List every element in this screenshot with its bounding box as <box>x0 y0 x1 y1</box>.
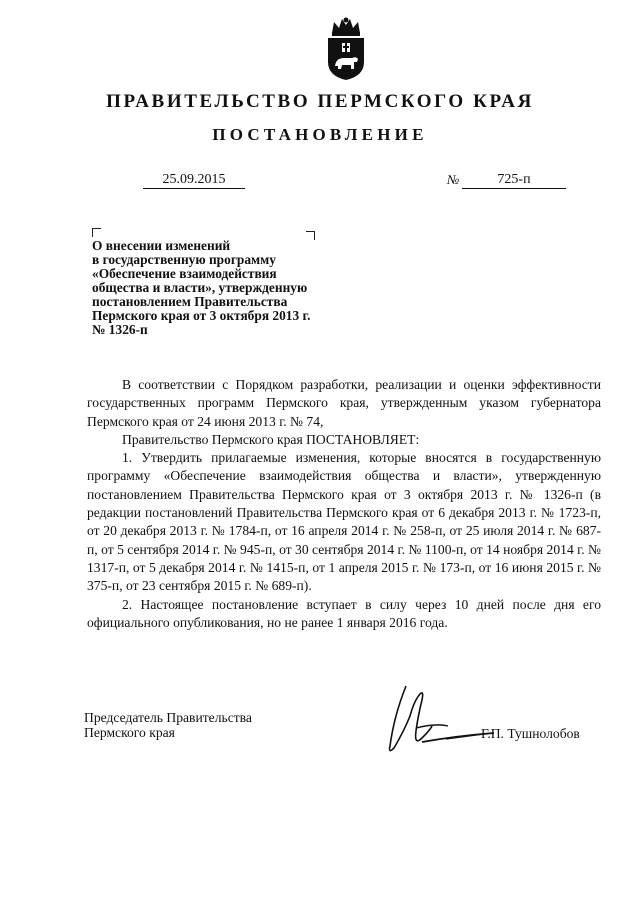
subject-line: Пермского края от 3 октября 2013 г. <box>92 308 311 323</box>
body-paragraph-preamble: В соответствии с Порядком разработки, реализации и оценки эффективности государственных программ Пермского края, утвержденным указом губернатора Пермского края от 24 июня 2013 г. № 74, <box>87 377 601 429</box>
subject-line: в государственную программу <box>92 252 276 267</box>
body-paragraph-resolves: Правительство Пермского края ПОСТАНОВЛЯЕТ: <box>122 431 420 447</box>
document-type-title: ПОСТАНОВЛЕНИЕ <box>212 125 428 144</box>
government-name: ПРАВИТЕЛЬСТВО ПЕРМСКОГО КРАЯ <box>106 91 534 112</box>
signatory-position-line: Председатель Правительства <box>84 710 252 725</box>
document-number: 725-п <box>462 171 566 189</box>
signatory-name: Г.П. Тушнолобов <box>481 726 580 741</box>
subject-line: О внесении изменений <box>92 238 231 253</box>
number-sign: № <box>447 172 460 187</box>
document-date: 25.09.2015 <box>143 171 245 189</box>
signatory-position-line: Пермского края <box>84 724 175 740</box>
signatory-position <box>84 711 252 740</box>
subject-line: «Обеспечение взаимодействия <box>92 266 277 281</box>
subject-line: постановлением Правительства <box>92 294 288 309</box>
body-paragraph-item-1: 1. Утвердить прилагаемые изменения, которые вносятся в государственную программу «Обеспечение взаимодействия общества и власти», утвержденную постановлением Правительства Пермского края от 3 октября 2013 г. № 1326-п (в редакции постановлений Правительства Пермского края от 6 декабря 2013 г. № 1723-п, от 20 декабря 2013 г. № 1784-п, от 16 апреля 2014 г. № 258-п, от 25 июля 2014 г. № 687-п, от 5 сентября 2014 г. № 945-п, от 30 сентября 2014 г. № 1100-п, от 14 ноября 2014 г. № 1317-п, от 5 декабря 2014 г. № 1415-п, от 1 апреля 2015 г. № 173-п, от 16 июня 2015 г. № 375-п, от 23 сентября 2015 г. № 689-п). <box>87 450 601 594</box>
perm-krai-coat-of-arms-icon <box>322 16 370 82</box>
document-body <box>87 376 601 632</box>
subject-line: общества и власти», утвержденную <box>92 280 308 295</box>
handwritten-signature <box>376 676 506 760</box>
document-subject <box>92 239 352 337</box>
body-paragraph-item-2: 2. Настоящее постановление вступает в силу через 10 дней после дня его официального опубликования, но не ранее 1 января 2016 года. <box>87 596 601 630</box>
subject-corner-mark-left <box>92 228 101 237</box>
subject-line: № 1326-п <box>92 322 148 337</box>
